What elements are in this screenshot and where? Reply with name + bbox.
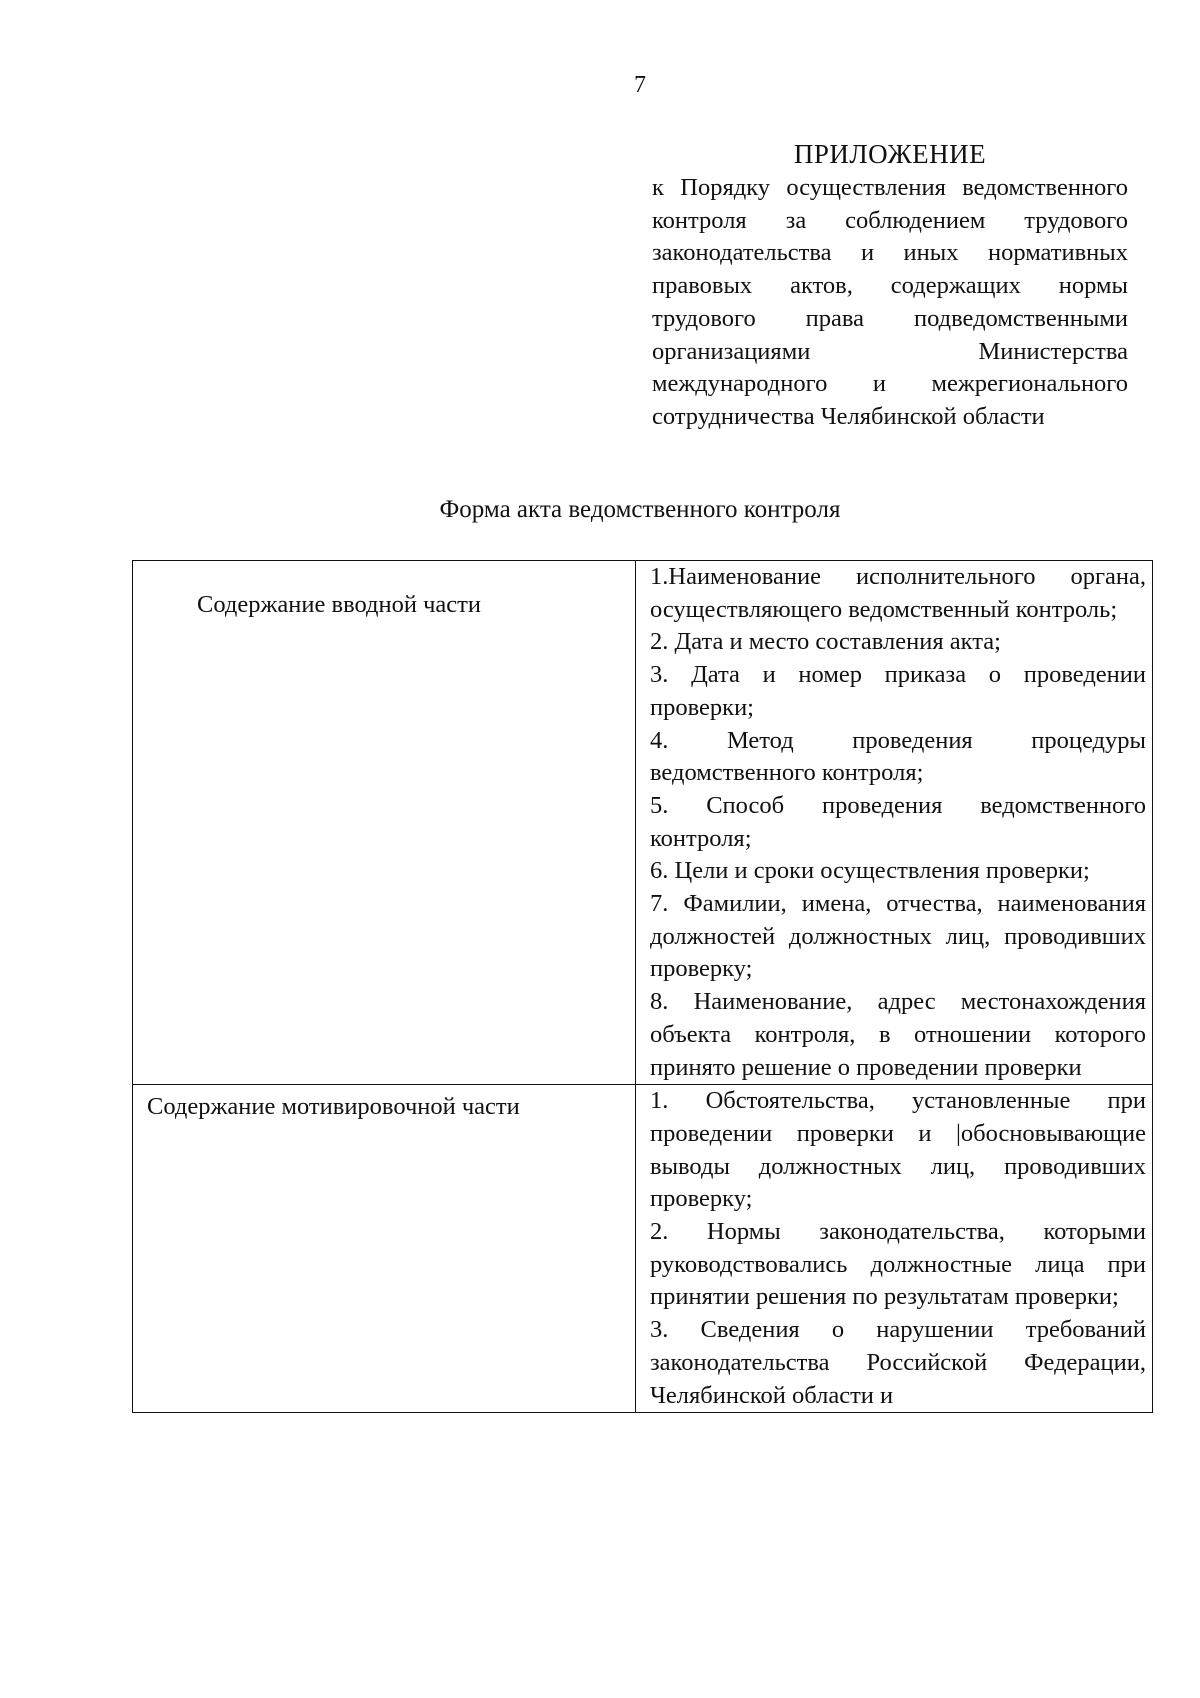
list-item: 4. Метод проведения процедуры ведомственного контроля; <box>650 726 1146 787</box>
list-item: 3. Сведения о нарушении требований законодательства Российской Федерации, Челябинской области и <box>650 1316 1146 1409</box>
list-item: 1.Наименование исполнительного органа, осуществляющего ведомственный контроль; <box>650 563 1146 623</box>
table-row-motivation <box>133 1085 1153 1413</box>
list-item: 5. Способ проведения ведомственного контроля; <box>650 791 1146 852</box>
list-item: 8. Наименование, адрес местонахождения объекта контроля, в отношении которого принято решение о проведении проверки <box>650 988 1146 1081</box>
appendix-title: ПРИЛОЖЕНИЕ <box>793 139 987 169</box>
label-cell-intro <box>133 561 636 1085</box>
content-cell-intro <box>636 561 1153 1085</box>
form-title: Форма акта ведомственного контроля <box>439 496 841 523</box>
label-cell-motivation <box>133 1085 636 1413</box>
list-item: 2. Нормы законодательства, которыми руководствовались должностные лица при принятии решения по результатам проверки; <box>650 1218 1146 1311</box>
list-item: 2. Дата и место составления акта; <box>650 628 1001 656</box>
content-cell-motivation <box>636 1085 1153 1413</box>
row-label: Содержание вводной части <box>197 591 481 618</box>
page-number: 7 <box>634 72 646 98</box>
appendix-text: к Порядку осуществления ведомственного контроля за соблюдением трудового законодательства и иных нормативных правовых актов, содержащих нормы трудового права подведомственными организациями Министерства международного и межрегионального сотрудничества Челябинской области <box>652 174 1128 430</box>
row-label: Содержание мотивировочной части <box>147 1093 520 1121</box>
table-row-intro <box>133 561 1153 1085</box>
list-item: 6. Цели и сроки осуществления проверки; <box>650 857 1090 885</box>
list-item: 3. Дата и номер приказа о проведении проверки; <box>650 661 1146 721</box>
list-item: 7. Фамилии, имена, отчества, наименования должностей должностных лиц, проводивших проверку; <box>650 890 1146 983</box>
appendix-block <box>652 138 1128 434</box>
list-item: 1. Обстоятельства, установленные при проведении проверки и |обосновывающие выводы должностных лиц, проводивших проверку; <box>650 1087 1146 1213</box>
act-form-table <box>132 560 1153 1413</box>
